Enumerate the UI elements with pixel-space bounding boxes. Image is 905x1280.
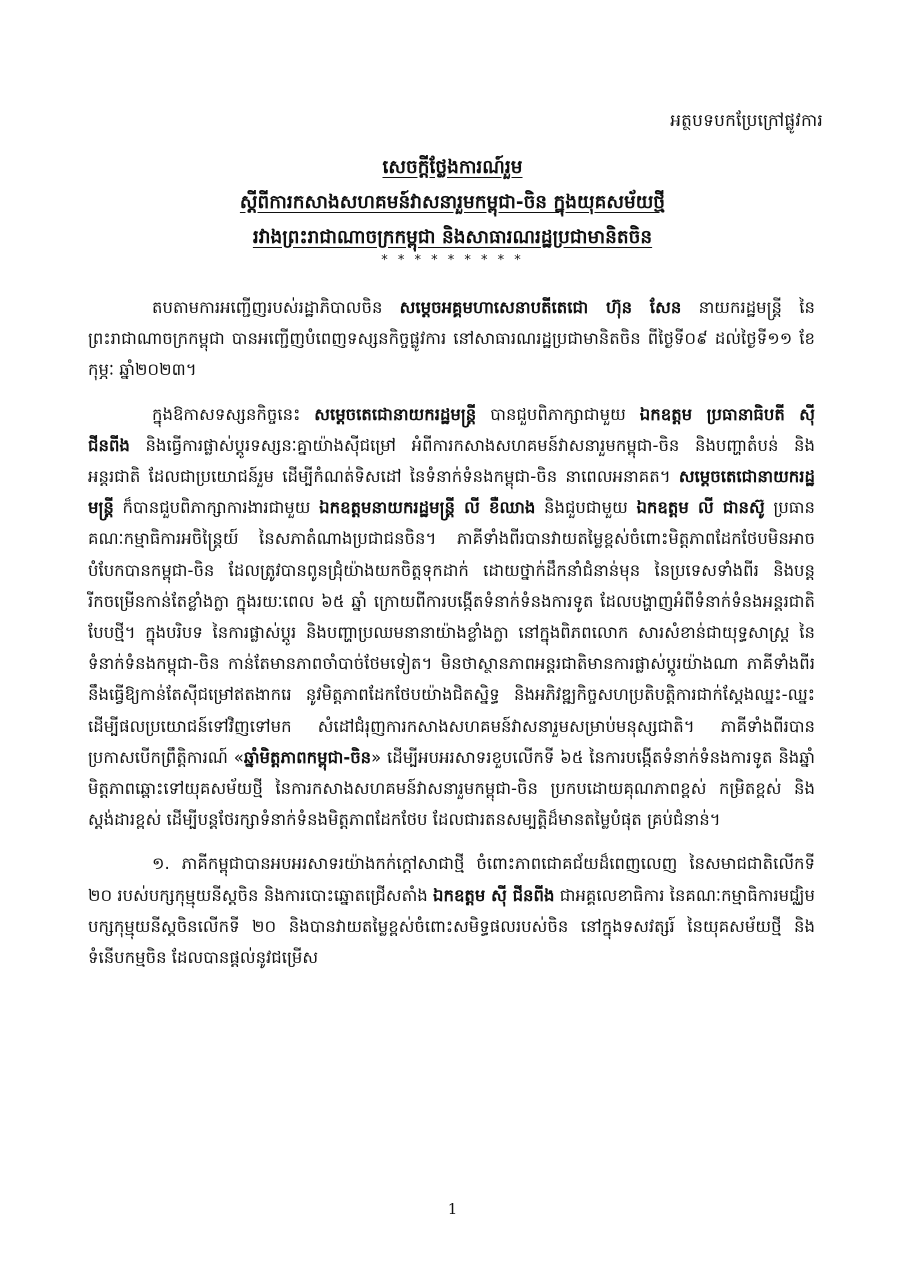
body-paragraph <box>88 292 815 386</box>
title-line-2: ស្តីពីការកសាងសហគមន៍វាសនារួមកម្ពុជា-ចិន ក្នុងយុគសម័យថ្មី <box>239 192 666 213</box>
text-segment: ប្រធានគណៈកម្មាធិការអចិន្ត្រៃយ៍ នៃសភាតំណាងប្រជាជនចិន។ ភាគីទាំងពីរបានវាយតម្លៃខ្ពស់ចំពោះមិត្តភាពដែកថែបមិនអាចបំបែកបានកម្ពុជា-ចិន ដែលត្រូវបានពូនជ្រុំយ៉ាងយកចិត្តទុកដាក់ ដោយថ្នាក់ដឹកនាំជំនាន់មុន នៃប្រទេសទាំងពីរ និងបន្តរីកចម្រើនកាន់តែខ្លាំងក្លា ក្នុងរយៈពេល ៦៥ ឆ្នាំ ក្រោយពីការបង្កើតទំនាក់ទំនងការទូត ដែលបង្ហាញអំពីទំនាក់ទំនងអន្តរជាតិបែបថ្មី។ ក្នុងបរិបទ នៃការផ្លាស់ប្តូរ និងបញ្ហាប្រឈមនានាយ៉ាងខ្លាំងក្លា នៅក្នុងពិភពលោក សារសំខាន់ជាយុទ្ធសាស្ត្រ នៃទំនាក់ទំនងកម្ពុជា-ចិន កាន់តែមានភាពចាំបាច់ថែមទៀត។ មិនថាស្ថានភាពអន្តរជាតិមានការផ្លាស់ប្តូរយ៉ាងណា ភាគីទាំងពីរនឹងធ្វើឱ្យកាន់តែស៊ីជម្រៅឥតងាករេ នូវមិត្តភាពដែកថែបយ៉ាងជិតស្និទ្ធ និងអភិវឌ្ឍកិច្ចសហប្រតិបត្តិការជាក់ស្តែងឈ្នះ-ឈ្នះ ដើម្បីផលប្រយោជន៍ទៅវិញទៅមក សំដៅជំរុញការកសាងសហគមន៍វាសនារួមសម្រាប់មនុស្សជាតិ។ ភាគីទាំងពីរបានប្រកាសបើកព្រឹត្តិការណ៍ « <box>88 498 815 767</box>
bold-text-segment: សម្តេចតេជោនាយករដ្ឋមន្ត្រី <box>88 467 815 518</box>
text-segment: » ដើម្បីអបអរសាទរខួបលើកទី ៦៥ នៃការបង្កើតទំនាក់ទំនងការទូត និងឆ្នាំមិត្តភាពឆ្ពោះទៅយុគសម័យថ្មី នៃការកសាងសហគមន៍វាសនារួមកម្ពុជា-ចិន ប្រកបដោយគុណភាពខ្ពស់ កម្រិតខ្ពស់ និងស្តង់ដារខ្ពស់ ដើម្បីបន្តថែរក្សាទំនាក់ទំនងមិត្តភាពដែកថែប ដែលជារតនសម្បត្តិដ៏មានតម្លៃបំផុត គ្រប់ជំនាន់។ <box>88 747 815 830</box>
title-line-3: រវាងព្រះរាជាណាចក្រកម្ពុជា និងសាធារណរដ្ឋប្រជាមានិតចិន <box>252 227 653 248</box>
text-segment: បានជួបពិភាក្សាជាមួយ <box>476 404 640 424</box>
text-segment: នាយករដ្ឋមន្ត្រី នៃព្រះរាជាណាចក្រកម្ពុជា បានអញ្ជើញបំពេញទស្សនកិច្ចផ្លូវការ នៅសាធារណរដ្ឋប្រជាមានិតចិន ពីថ្ងៃទី០៩ ដល់ថ្ងៃទី១១ ខែកុម្ភៈ ឆ្នាំ២០២៣។ <box>88 298 815 380</box>
bold-text-segment: ឯកឧត្តមនាយករដ្ឋមន្ត្រី លី ខឺឈាង <box>319 498 536 518</box>
statement-body <box>88 292 815 986</box>
body-paragraph <box>88 399 815 836</box>
unofficial-translation-label: អត្ថបទបកប្រែក្រៅផ្លូវការ <box>670 111 823 131</box>
bold-text-segment: ឯកឧត្តម ប្រធានាធិបតី ស៊ី ជីនពីង <box>88 404 815 455</box>
bold-text-segment: ឆ្នាំមិត្តភាពកម្ពុជា-ចិន <box>243 747 372 767</box>
text-segment: ជាអគ្គលេខាធិការ នៃគណៈកម្មាធិការមជ្ឈិមបក្សកុម្មុយនីស្តចិនលើកទី ២០ និងបានវាយតម្លៃខ្ពស់ចំពោះសមិទ្ធផលរបស់ចិន នៅក្នុងទសវត្សរ៍ នៃយុគសម័យថ្មី និងទំនើបកម្មចិន ដែលបានផ្តល់នូវជម្រើស <box>88 885 816 968</box>
body-paragraph <box>88 848 815 973</box>
title-line-1: សេចក្តីថ្លែងការណ៍រួម <box>382 157 523 178</box>
text-segment: តបតាមការអញ្ជើញរបស់រដ្ឋាភិបាលចិន <box>152 298 400 317</box>
text-segment: ក៏បានជួបពិភាក្សាការងារជាមួយ <box>113 498 320 518</box>
text-segment: និងធ្វើការផ្លាស់ប្តូរទស្សនៈគ្នាយ៉ាងស៊ីជម្រៅ អំពីការកសាងសហគមន៍វាសនារួមកម្ពុជា-ចិន និងបញ្ហាតំបន់ និងអន្តរជាតិ ដែលជាប្រយោជន៍រួម ដើម្បីកំណត់ទិសដៅ នៃទំនាក់ទំនងកម្ពុជា-ចិន នាពេលអនាគត។ <box>88 435 815 487</box>
bold-text-segment: សម្តេចអគ្គមហាសេនាបតីតេជោ ហ៊ុន សែន <box>399 298 682 317</box>
title-separator-stars: * * * * * * * * * <box>381 253 524 268</box>
bold-text-segment: សម្តេចតេជោនាយករដ្ឋមន្ត្រី <box>314 404 477 424</box>
bold-text-segment: ឯកឧត្តម ស៊ី ជីនពីង <box>433 885 555 905</box>
text-segment: ១. ភាគីកម្ពុជាបានអបអរសាទរយ៉ាងកក់ក្តៅសាជាថ្មី ចំពោះភាពជោគជ័យដ៏ពេញលេញ នៃសមាជជាតិលើកទី ២០ របស់បក្សកុម្មុយនីស្តចិន និងការបោះឆ្នោតជ្រើសតាំង <box>88 854 815 905</box>
statement-title <box>90 150 815 269</box>
text-segment: ក្នុងឱកាសទស្សនកិច្ចនេះ <box>152 404 315 424</box>
page-number: 1 <box>447 1200 458 1218</box>
text-segment: និងជួបជាមួយ <box>535 498 637 518</box>
bold-text-segment: ឯកឧត្តម លី ជានស៊ូ <box>636 498 765 518</box>
